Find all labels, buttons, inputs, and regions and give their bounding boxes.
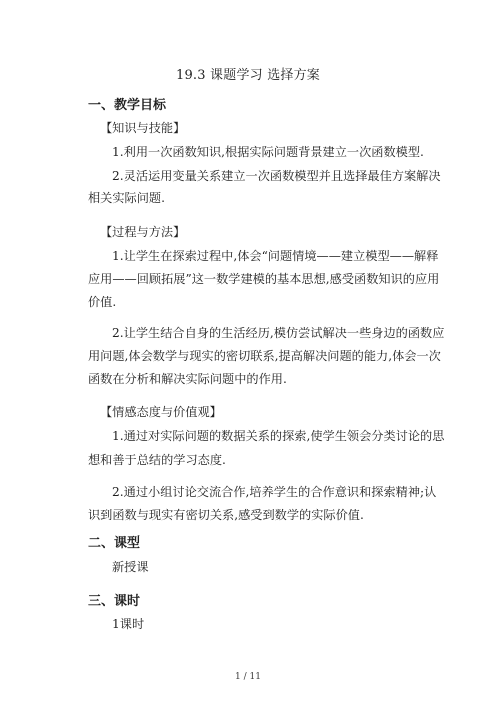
subheading-emotion: 【情感态度与价值观】	[100, 405, 222, 419]
paragraph-p2-line3: 函数在分析和解决实际问题中的作用.	[88, 372, 287, 386]
document-title: 19.3 课题学习 选择方案	[175, 68, 320, 83]
subheading-process: 【过程与方法】	[100, 225, 186, 239]
section-heading-lesson-type: 二、课型	[88, 536, 141, 551]
paragraph-duration: 1课时	[112, 617, 145, 631]
subheading-knowledge: 【知识与技能】	[100, 121, 186, 135]
section-heading-objectives: 一、教学目标	[88, 98, 167, 113]
paragraph-k2-line2: 相关实际问题.	[88, 191, 165, 205]
paragraph-p1-line2: 应用——回顾拓展”这一数学建模的基本思想,感受函数知识的应用	[88, 272, 440, 286]
section-heading-duration: 三、课时	[88, 594, 141, 609]
paragraph-p2-line2: 用问题,体会数学与现实的密切联系,提高解决问题的能力,体会一次	[88, 349, 441, 363]
paragraph-p1-line1: 1.让学生在探索过程中,体会“问题情境——建立模型——解释	[112, 249, 439, 263]
page-number: 1 / 11	[235, 672, 261, 682]
paragraph-p2-line1: 2.让学生结合自身的生活经历,模仿尝试解决一些身边的函数应	[112, 326, 445, 340]
paragraph-k2-line1: 2.灵活运用变量关系建立一次函数模型并且选择最佳方案解决	[112, 169, 441, 183]
paragraph-e2-line2: 识到函数与现实有密切关系,感受到数学的实际价值.	[88, 508, 364, 522]
paragraph-e1-line1: 1.通过对实际问题的数据关系的探索,使学生领会分类讨论的思	[112, 429, 445, 443]
paragraph-k1: 1.利用一次函数知识,根据实际问题背景建立一次函数模型.	[112, 145, 424, 159]
paragraph-lesson-type: 新授课	[112, 560, 149, 574]
paragraph-p1-line3: 价值.	[88, 295, 117, 309]
paragraph-e2-line1: 2.通过小组讨论交流合作,培养学生的合作意识和探索精神;认	[112, 485, 437, 499]
paragraph-e1-line2: 想和善于总结的学习态度.	[88, 453, 226, 467]
